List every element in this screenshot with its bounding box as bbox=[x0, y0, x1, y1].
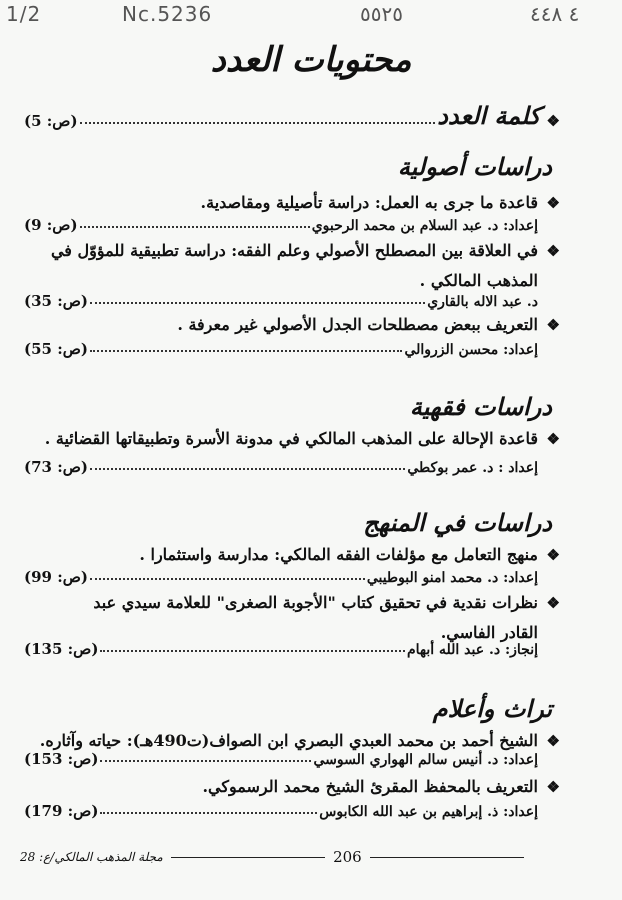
page-ref: (ص: 73) bbox=[24, 458, 88, 476]
editorial-page: (ص: 5) bbox=[24, 112, 78, 130]
toc-item-title: ❖ قاعدة الإحالة على المذهب المالكي في مدونة الأسرة وتطبيقاتها القضائية . bbox=[24, 424, 538, 454]
toc-item-byline bbox=[24, 744, 538, 768]
leader-dots bbox=[100, 650, 405, 652]
page-ref: (ص: 179) bbox=[24, 802, 99, 820]
handwritten-year-note: ٥٥٢٥ bbox=[360, 2, 403, 26]
toc-item-byline bbox=[24, 452, 538, 476]
handwritten-issue-note: ٤ ٤٤٨ bbox=[530, 2, 580, 26]
bullet-icon: ❖ bbox=[546, 194, 560, 212]
leader-dots bbox=[90, 350, 402, 352]
page-number: 206 bbox=[333, 848, 362, 866]
toc-item-byline bbox=[24, 796, 538, 820]
toc-item-byline bbox=[24, 334, 538, 358]
leader-dots bbox=[80, 226, 310, 228]
author: إعداد: ذ. إبراهيم بن عبد الله الكابوس bbox=[319, 804, 538, 820]
toc-item-title: ❖ في العلاقة بين المصطلح الأصولي وعلم الفقه: دراسة تطبيقية للمؤوّل في المذهب المالكي . bbox=[24, 236, 538, 296]
leader-dots bbox=[80, 122, 436, 124]
leader-dots bbox=[90, 468, 405, 470]
editorial-entry bbox=[24, 100, 560, 130]
page-ref: (ص: 153) bbox=[24, 750, 99, 768]
bullet-icon: ❖ bbox=[546, 732, 560, 750]
author: إعداد: د. محمد امنو البوطيبي bbox=[366, 570, 538, 586]
author: إعداد : د. عمر بوكطي bbox=[407, 460, 538, 476]
section-heading-fiqhiya: دراسات فقهية bbox=[409, 392, 552, 421]
section-heading-turath: تراث وأعلام bbox=[432, 694, 552, 723]
editorial-label: كلمة العدد bbox=[437, 101, 541, 130]
leader-dots bbox=[100, 760, 311, 762]
toc-item-byline bbox=[24, 210, 538, 234]
author: إعداد: محسن الزروالي bbox=[404, 342, 538, 358]
toc-item-byline bbox=[24, 634, 538, 658]
page-ref: (ص: 35) bbox=[24, 292, 88, 310]
toc-item-title: ❖ نظرات نقدية في تحقيق كتاب "الأجوبة الصغرى" للعلامة سيدي عبد القادر الفاسي. bbox=[24, 588, 538, 648]
page-ref: (ص: 55) bbox=[24, 340, 88, 358]
author: إعداد: د. عبد السلام بن محمد الرحبوي bbox=[311, 218, 538, 234]
page-ref: (ص: 9) bbox=[24, 216, 78, 234]
toc-item-title: ❖ الشيخ أحمد بن محمد العبدي البصري ابن الصواف(ت490هـ): حياته وآثاره. bbox=[24, 726, 538, 756]
handwritten-volume-note: 1/2 bbox=[6, 2, 42, 26]
toc-item-byline bbox=[24, 562, 538, 586]
leader-dots bbox=[90, 302, 425, 304]
bullet-icon: ❖ bbox=[546, 546, 560, 564]
footer-rule bbox=[171, 857, 325, 858]
page-ref: (ص: 99) bbox=[24, 568, 88, 586]
page-title: محتويات العدد bbox=[210, 40, 412, 80]
toc-item-title: ❖ منهج التعامل مع مؤلفات الفقه المالكي: مدارسة واستثمارا . bbox=[24, 540, 538, 570]
bullet-icon: ❖ bbox=[546, 778, 560, 796]
leader-dots bbox=[100, 812, 317, 814]
bullet-icon: ❖ bbox=[546, 242, 560, 260]
section-heading-manhaj: دراسات في المنهج bbox=[363, 508, 552, 537]
page-ref: (ص: 135) bbox=[24, 640, 99, 658]
toc-item-title: ❖ التعريف ببعض مصطلحات الجدل الأصولي غير معرفة . bbox=[24, 310, 538, 340]
toc-item-byline bbox=[24, 286, 538, 310]
handwritten-call-number: Nc.5236 bbox=[122, 2, 213, 26]
toc-item-title: ❖ قاعدة ما جرى به العمل: دراسة تأصيلية ومقاصدية. bbox=[24, 188, 538, 218]
toc-item-title: ❖ التعريف بالمحفظ المقرئ الشيخ محمد الرسموكي. bbox=[24, 772, 538, 802]
footer-rule bbox=[370, 857, 524, 858]
section-heading-usuliya: دراسات أصولية bbox=[397, 152, 552, 181]
leader-dots bbox=[90, 578, 365, 580]
bullet-icon: ❖ bbox=[546, 430, 560, 448]
author: د. عبد الاله بالقاري bbox=[427, 294, 538, 310]
journal-name: مجلة المذهب المالكي/ع: 28 bbox=[20, 850, 163, 864]
author: إعداد: د. أنيس سالم الهواري السوسي bbox=[313, 752, 538, 768]
author: إنجاز: د. عبد الله أبهام bbox=[406, 642, 538, 658]
bullet-icon: ❖ bbox=[546, 112, 560, 130]
bullet-icon: ❖ bbox=[546, 594, 560, 612]
bullet-icon: ❖ bbox=[546, 316, 560, 334]
page-footer bbox=[20, 845, 532, 869]
